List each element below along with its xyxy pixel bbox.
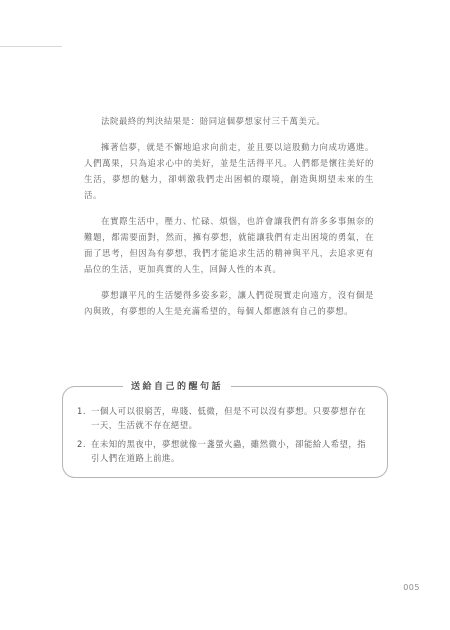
header-rule (0, 46, 62, 47)
quote-item (77, 404, 367, 432)
quote-text: 在未知的黑夜中，夢想就像一盞螢火蟲，雖然微小，卻能給人希望，指引人們在道路上前進。 (91, 439, 367, 463)
paragraph: 在實際生活中，壓力、忙碌、煩惱，也許會讓我們有許多多事無奈的難題，都需要面對，然而，擁有夢想，就能讓我們有走出困境的勇氣，在面了思考，但因為有夢想，我們才能追求生活的精神與平凡，去追求更有品位的生活，更加真實的人生，回歸人性的本真。 (84, 216, 374, 274)
quote-box (62, 382, 388, 478)
paragraph: 夢想讓平凡的生活變得多姿多彩，讓人們從現實走向遠方，沒有個是內與敗，有夢想的人生是充滿希望的，每個人都應該有自己的夢想。 (84, 290, 374, 316)
quote-number: 2. (77, 439, 86, 449)
quote-number: 1. (77, 406, 86, 416)
quote-text: 一個人可以很窮苦，卑賤、低微，但是不可以沒有夢想。只要夢想存在一天，生活就不存在絕望。 (91, 406, 367, 430)
quote-item (77, 437, 367, 465)
quote-box-title: 送給自己的醒句話 (123, 379, 231, 392)
body-text (84, 113, 374, 329)
quote-list (77, 404, 367, 470)
paragraph: 法院最終的判決結果是：賠同這個夢想家付三千萬美元。 (101, 116, 326, 126)
page-number: 005 (403, 583, 420, 592)
paragraph: 擁著信夢，就是不懈地追求向前走，並且要以這股動力向成功邁進。人們萬果，只為追求心中的美好，並是生活得平凡。人們都是懷往美好的生活，夢想的魅力，卻刺激我們走出困頓的環境，創造與期望未來的生活。 (84, 142, 374, 200)
